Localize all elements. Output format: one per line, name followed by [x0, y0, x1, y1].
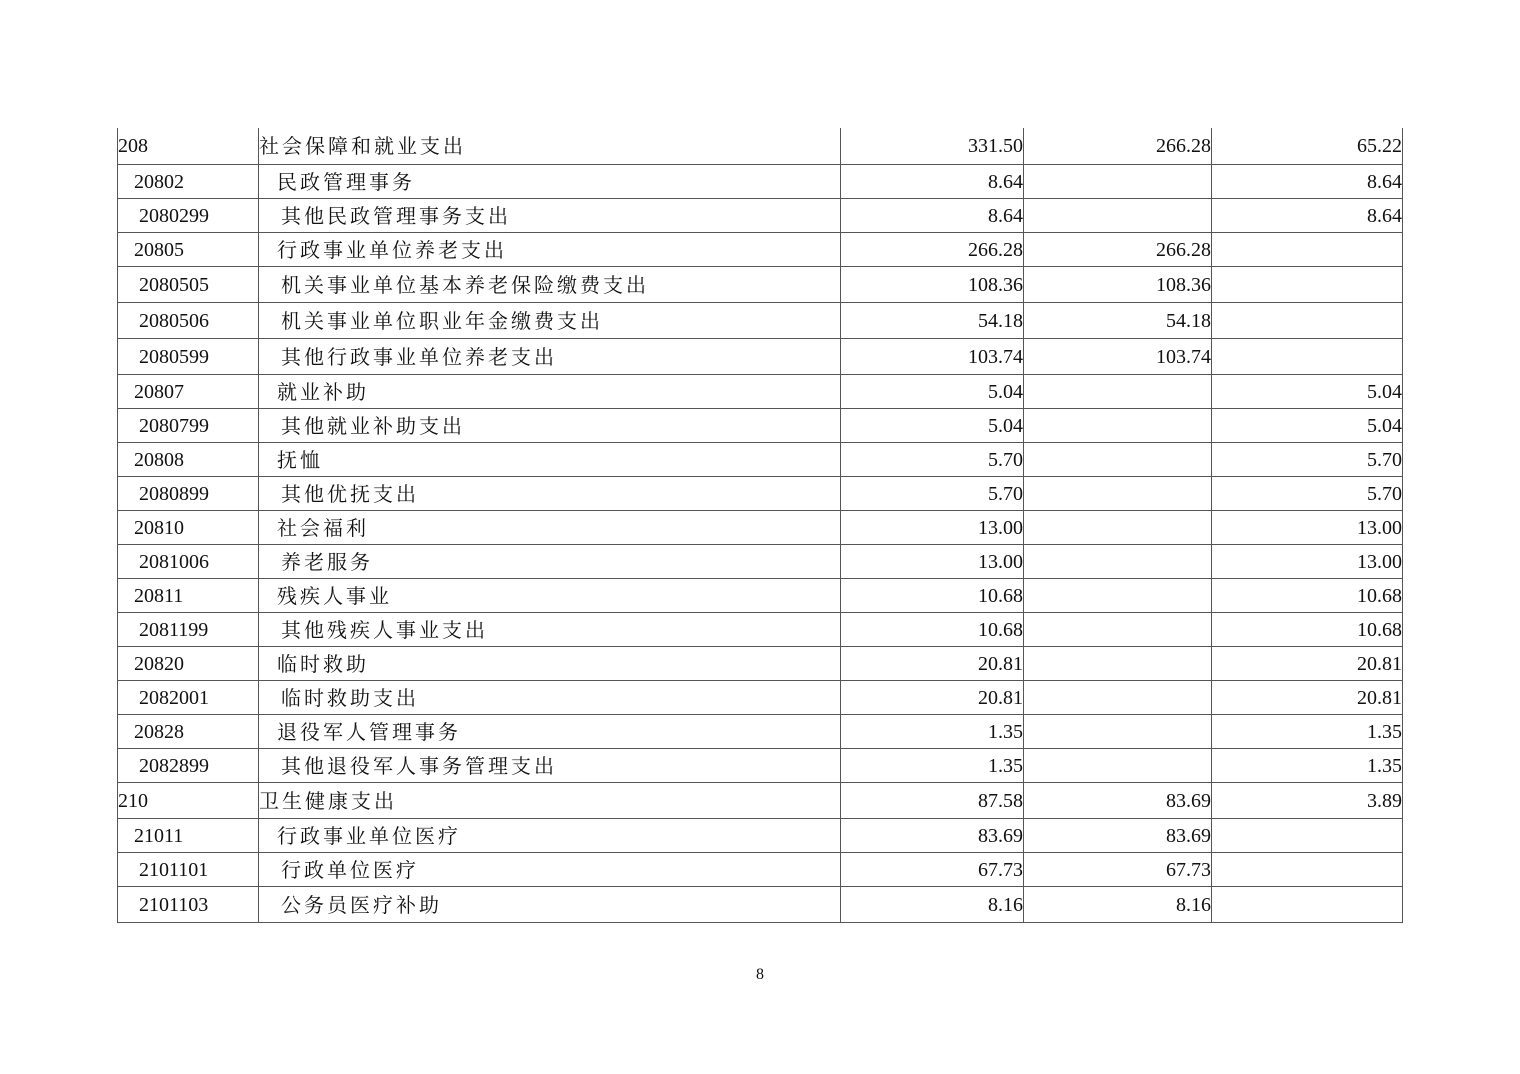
- subject-code: 20807: [118, 375, 259, 409]
- subject-name: 其他行政事业单位养老支出: [259, 339, 841, 375]
- basic-expenditure: [1024, 715, 1212, 749]
- project-expenditure: 3.89: [1212, 783, 1403, 819]
- basic-expenditure: [1024, 165, 1212, 199]
- subject-name: 行政事业单位医疗: [259, 819, 841, 853]
- project-expenditure: 13.00: [1212, 545, 1403, 579]
- total-amount: 87.58: [841, 783, 1024, 819]
- total-amount: 67.73: [841, 853, 1024, 887]
- basic-expenditure: 54.18: [1024, 303, 1212, 339]
- subject-code: 2080799: [118, 409, 259, 443]
- subject-name: 其他民政管理事务支出: [259, 199, 841, 233]
- table-row: [118, 887, 1403, 923]
- basic-expenditure: [1024, 375, 1212, 409]
- project-expenditure: 1.35: [1212, 749, 1403, 783]
- subject-name: 抚恤: [259, 443, 841, 477]
- table-row: [118, 165, 1403, 199]
- basic-expenditure: 67.73: [1024, 853, 1212, 887]
- basic-expenditure: 108.36: [1024, 267, 1212, 303]
- project-expenditure: [1212, 819, 1403, 853]
- project-expenditure: [1212, 853, 1403, 887]
- subject-name: 民政管理事务: [259, 165, 841, 199]
- basic-expenditure: 83.69: [1024, 819, 1212, 853]
- basic-expenditure: [1024, 579, 1212, 613]
- table-row: [118, 477, 1403, 511]
- basic-expenditure: [1024, 511, 1212, 545]
- table-row: [118, 579, 1403, 613]
- basic-expenditure: [1024, 613, 1212, 647]
- subject-code: 2081199: [118, 613, 259, 647]
- table-row: [118, 199, 1403, 233]
- subject-name: 退役军人管理事务: [259, 715, 841, 749]
- table-row: [118, 749, 1403, 783]
- total-amount: 5.04: [841, 375, 1024, 409]
- subject-name: 临时救助: [259, 647, 841, 681]
- subject-code: 20802: [118, 165, 259, 199]
- subject-name: 机关事业单位职业年金缴费支出: [259, 303, 841, 339]
- project-expenditure: 8.64: [1212, 165, 1403, 199]
- basic-expenditure: [1024, 477, 1212, 511]
- subject-code: 2080899: [118, 477, 259, 511]
- subject-name: 其他就业补助支出: [259, 409, 841, 443]
- project-expenditure: [1212, 267, 1403, 303]
- subject-name: 行政事业单位养老支出: [259, 233, 841, 267]
- subject-code: 20820: [118, 647, 259, 681]
- total-amount: 13.00: [841, 545, 1024, 579]
- project-expenditure: 5.70: [1212, 477, 1403, 511]
- table-row: [118, 267, 1403, 303]
- subject-code: 2101101: [118, 853, 259, 887]
- total-amount: 20.81: [841, 647, 1024, 681]
- project-expenditure: 10.68: [1212, 579, 1403, 613]
- total-amount: 331.50: [841, 128, 1024, 165]
- subject-name: 养老服务: [259, 545, 841, 579]
- subject-code: 20810: [118, 511, 259, 545]
- table-row: [118, 128, 1403, 165]
- project-expenditure: 13.00: [1212, 511, 1403, 545]
- total-amount: 1.35: [841, 715, 1024, 749]
- subject-code: 208: [118, 128, 259, 165]
- subject-code: 2101103: [118, 887, 259, 923]
- total-amount: 5.70: [841, 443, 1024, 477]
- table-row: [118, 339, 1403, 375]
- page-number: 8: [756, 966, 764, 983]
- subject-code: 20811: [118, 579, 259, 613]
- project-expenditure: 65.22: [1212, 128, 1403, 165]
- total-amount: 5.70: [841, 477, 1024, 511]
- basic-expenditure: [1024, 647, 1212, 681]
- basic-expenditure: [1024, 409, 1212, 443]
- subject-name: 其他优抚支出: [259, 477, 841, 511]
- total-amount: 266.28: [841, 233, 1024, 267]
- total-amount: 8.64: [841, 199, 1024, 233]
- subject-code: 20828: [118, 715, 259, 749]
- table-row: [118, 375, 1403, 409]
- project-expenditure: 5.70: [1212, 443, 1403, 477]
- total-amount: 13.00: [841, 511, 1024, 545]
- table-row: [118, 303, 1403, 339]
- project-expenditure: 20.81: [1212, 681, 1403, 715]
- subject-name: 机关事业单位基本养老保险缴费支出: [259, 267, 841, 303]
- project-expenditure: [1212, 887, 1403, 923]
- project-expenditure: 1.35: [1212, 715, 1403, 749]
- table-row: [118, 443, 1403, 477]
- table-row: [118, 715, 1403, 749]
- basic-expenditure: [1024, 199, 1212, 233]
- project-expenditure: 5.04: [1212, 375, 1403, 409]
- project-expenditure: 8.64: [1212, 199, 1403, 233]
- table-row: [118, 647, 1403, 681]
- subject-name: 社会福利: [259, 511, 841, 545]
- total-amount: 83.69: [841, 819, 1024, 853]
- table-row: [118, 819, 1403, 853]
- basic-expenditure: [1024, 749, 1212, 783]
- subject-name: 公务员医疗补助: [259, 887, 841, 923]
- total-amount: 8.16: [841, 887, 1024, 923]
- basic-expenditure: [1024, 443, 1212, 477]
- subject-code: 2080599: [118, 339, 259, 375]
- subject-name: 临时救助支出: [259, 681, 841, 715]
- total-amount: 10.68: [841, 613, 1024, 647]
- project-expenditure: [1212, 233, 1403, 267]
- basic-expenditure: [1024, 681, 1212, 715]
- subject-code: 2081006: [118, 545, 259, 579]
- table-row: [118, 613, 1403, 647]
- table-row: [118, 783, 1403, 819]
- subject-code: 2080506: [118, 303, 259, 339]
- project-expenditure: 5.04: [1212, 409, 1403, 443]
- table-row: [118, 511, 1403, 545]
- table-row: [118, 681, 1403, 715]
- basic-expenditure: [1024, 545, 1212, 579]
- total-amount: 103.74: [841, 339, 1024, 375]
- subject-code: 2080299: [118, 199, 259, 233]
- table-row: [118, 853, 1403, 887]
- subject-code: 20805: [118, 233, 259, 267]
- subject-code: 21011: [118, 819, 259, 853]
- subject-code: 2082001: [118, 681, 259, 715]
- subject-name: 其他退役军人事务管理支出: [259, 749, 841, 783]
- subject-name: 残疾人事业: [259, 579, 841, 613]
- basic-expenditure: 266.28: [1024, 233, 1212, 267]
- project-expenditure: [1212, 339, 1403, 375]
- budget-expenditure-table: [117, 128, 1403, 923]
- subject-name: 就业补助: [259, 375, 841, 409]
- subject-name: 其他残疾人事业支出: [259, 613, 841, 647]
- total-amount: 20.81: [841, 681, 1024, 715]
- basic-expenditure: 266.28: [1024, 128, 1212, 165]
- basic-expenditure: 103.74: [1024, 339, 1212, 375]
- total-amount: 108.36: [841, 267, 1024, 303]
- subject-code: 2082899: [118, 749, 259, 783]
- basic-expenditure: 8.16: [1024, 887, 1212, 923]
- table-row: [118, 409, 1403, 443]
- subject-name: 行政单位医疗: [259, 853, 841, 887]
- total-amount: 8.64: [841, 165, 1024, 199]
- total-amount: 1.35: [841, 749, 1024, 783]
- total-amount: 10.68: [841, 579, 1024, 613]
- project-expenditure: 10.68: [1212, 613, 1403, 647]
- table-row: [118, 545, 1403, 579]
- table-row: [118, 233, 1403, 267]
- basic-expenditure: 83.69: [1024, 783, 1212, 819]
- subject-name: 卫生健康支出: [259, 783, 841, 819]
- total-amount: 5.04: [841, 409, 1024, 443]
- subject-code: 210: [118, 783, 259, 819]
- project-expenditure: 20.81: [1212, 647, 1403, 681]
- subject-code: 2080505: [118, 267, 259, 303]
- subject-code: 20808: [118, 443, 259, 477]
- total-amount: 54.18: [841, 303, 1024, 339]
- subject-name: 社会保障和就业支出: [259, 128, 841, 165]
- project-expenditure: [1212, 303, 1403, 339]
